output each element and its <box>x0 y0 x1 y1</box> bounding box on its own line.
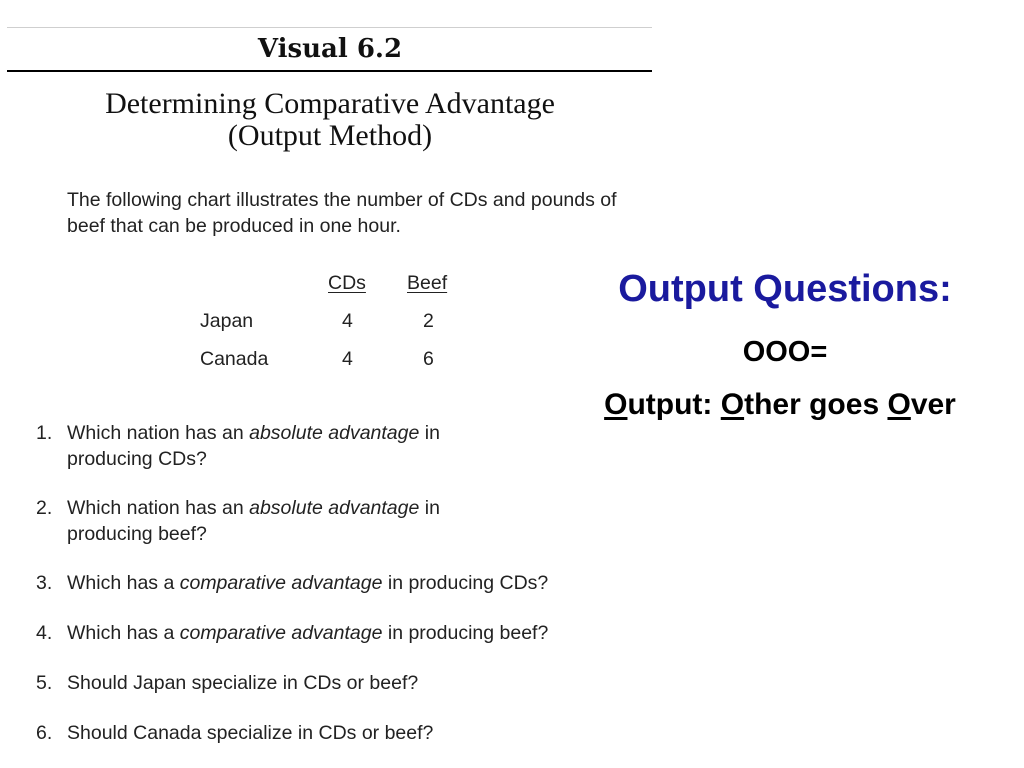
mnemonic-text: ver <box>910 388 956 421</box>
mnemonic-text: utput: <box>627 388 721 421</box>
question-post: in producing CDs? <box>67 422 440 470</box>
question-post: in producing beef? <box>67 497 440 545</box>
question-pre: Which has a <box>67 572 180 594</box>
question-text <box>67 420 522 472</box>
document-title <box>0 88 660 152</box>
question-text <box>67 495 522 547</box>
title-line-1: Determining Comparative Advantage <box>105 87 555 120</box>
output-questions-heading: Output Questions: <box>618 268 952 310</box>
table-header-beef: Beef <box>407 272 448 294</box>
question-number: 2. <box>36 497 53 519</box>
ooo-label: OOO= <box>742 336 828 368</box>
question-emphasis: comparative advantage <box>179 622 383 644</box>
question-pre: Which nation has an <box>67 497 250 519</box>
question-number: 6. <box>36 722 53 744</box>
top-divider <box>7 27 652 28</box>
table-cell-cds: 4 <box>342 310 353 332</box>
visual-label: Visual 6.2 <box>257 34 403 64</box>
question-emphasis: comparative advantage <box>179 572 383 594</box>
table-header-cds: CDs <box>328 272 366 294</box>
question-text: Should Japan specialize in CDs or beef? <box>67 672 419 694</box>
table-cell-beef: 2 <box>423 310 434 332</box>
intro-paragraph: The following chart illustrates the number of CDs and pounds of beef that can be produced in one hour. <box>67 189 617 237</box>
mnemonic-initial: O <box>604 388 628 421</box>
question-post: in producing beef? <box>382 622 549 644</box>
mnemonic-initial: O <box>887 388 911 421</box>
question-pre: Which has a <box>67 622 180 644</box>
table-cell-beef: 6 <box>423 348 434 370</box>
question-number: 5. <box>36 672 53 694</box>
question-number: 3. <box>36 572 53 594</box>
table-cell-cds: 4 <box>342 348 353 370</box>
title-line-2: (Output Method) <box>227 119 433 152</box>
mnemonic-text: ther goes <box>744 388 888 421</box>
question-emphasis: absolute advantage <box>249 497 420 519</box>
mnemonic-initial: O <box>720 388 745 421</box>
question-text <box>67 620 657 646</box>
visual-underline-divider <box>7 70 652 72</box>
question-text: Should Canada specialize in CDs or beef? <box>67 722 434 744</box>
question-number: 1. <box>36 422 53 444</box>
question-emphasis: absolute advantage <box>249 422 420 444</box>
question-number: 4. <box>36 622 53 644</box>
question-text <box>67 570 657 596</box>
table-row-nation: Canada <box>200 348 269 370</box>
question-pre: Which nation has an <box>67 422 250 444</box>
table-row-nation: Japan <box>200 310 254 332</box>
question-post: in producing CDs? <box>382 572 549 594</box>
mnemonic-line <box>540 388 1020 422</box>
